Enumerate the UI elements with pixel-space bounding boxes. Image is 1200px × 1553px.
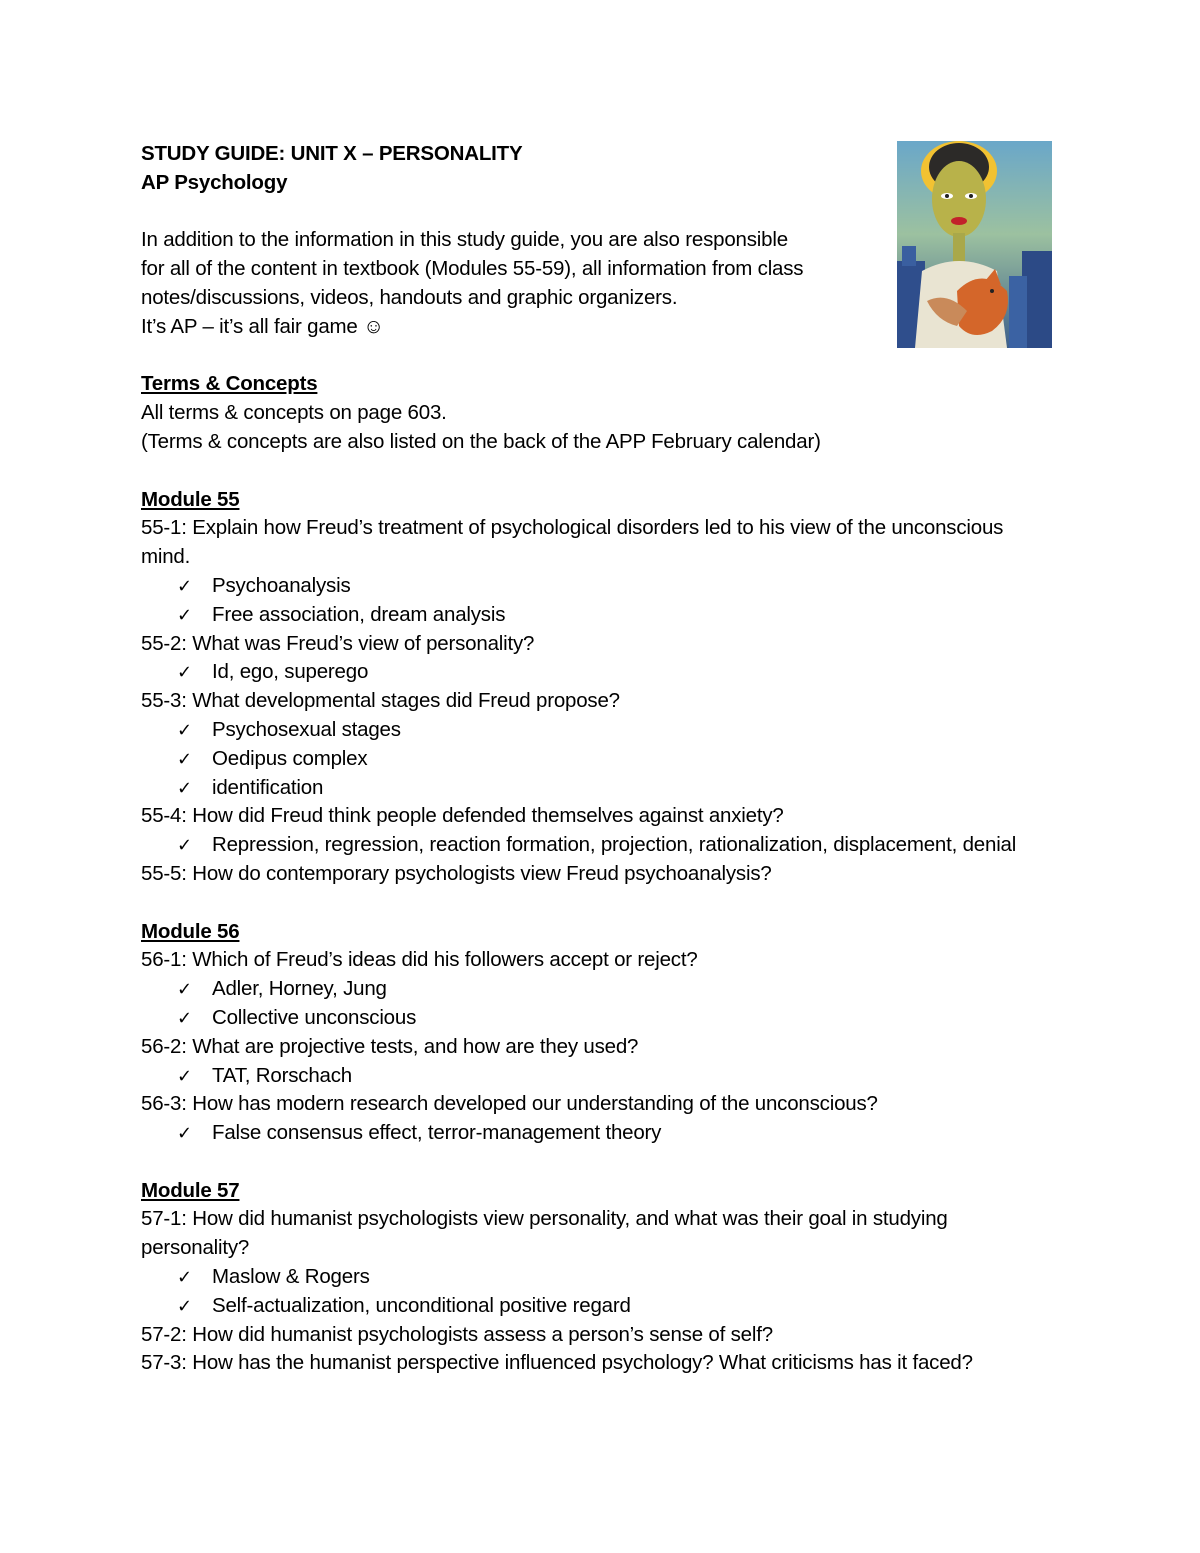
list-item: ✓ Collective unconscious xyxy=(141,1004,1041,1033)
question-55-3: 55-3: What developmental stages did Freud propose? xyxy=(141,689,620,713)
study-guide-document xyxy=(141,140,1041,1378)
module-56-heading: Module 56 xyxy=(141,919,240,943)
list-item: ✓ TAT, Rorschach xyxy=(141,1062,1041,1091)
list-item: ✓ Psychosexual stages xyxy=(141,716,1041,745)
check-icon: ✓ xyxy=(177,1065,192,1086)
list-item: ✓ Repression, regression, reaction formation, projection, rationalization, displacement, denial xyxy=(141,831,1077,860)
terms-line: (Terms & concepts are also listed on the back of the APP February calendar) xyxy=(141,429,821,453)
question-55-1: 55-1: Explain how Freud’s treatment of psychological disorders led to his view of the unconscious mind. xyxy=(141,516,1004,569)
check-icon: ✓ xyxy=(177,719,192,740)
list-item: ✓ Free association, dream analysis xyxy=(141,601,1041,630)
list-item: ✓ identification xyxy=(141,774,1041,803)
check-icon: ✓ xyxy=(177,1123,192,1144)
check-icon: ✓ xyxy=(177,1007,192,1028)
document-title: STUDY GUIDE: UNIT X – PERSONALITY xyxy=(141,142,523,165)
check-icon: ✓ xyxy=(177,835,192,856)
question-55-4: 55-4: How did Freud think people defended themselves against anxiety? xyxy=(141,804,784,828)
list-item: ✓ Maslow & Rogers xyxy=(141,1263,1041,1292)
list-item: ✓ Oedipus complex xyxy=(141,745,1041,774)
list-item: ✓ False consensus effect, terror-management theory xyxy=(141,1119,1041,1148)
list-item: ✓ Self-actualization, unconditional positive regard xyxy=(141,1292,1041,1321)
check-icon: ✓ xyxy=(177,1267,192,1288)
question-55-2: 55-2: What was Freud’s view of personality? xyxy=(141,631,535,655)
question-56-2: 56-2: What are projective tests, and how are they used? xyxy=(141,1034,639,1058)
intro-line: for all of the content in textbook (Modules 55-59), all information from class xyxy=(141,257,804,281)
question-55-5: 55-5: How do contemporary psychologists view Freud psychoanalysis? xyxy=(141,861,772,885)
check-icon: ✓ xyxy=(177,604,192,625)
intro-line: notes/discussions, videos, handouts and graphic organizers. xyxy=(141,285,678,309)
list-item: ✓ Adler, Horney, Jung xyxy=(141,975,1041,1004)
list-item: ✓ Id, ego, superego xyxy=(141,658,1041,687)
question-56-1: 56-1: Which of Freud’s ideas did his followers accept or reject? xyxy=(141,948,698,972)
intro-line: It’s AP – it’s all fair game ☺ xyxy=(141,314,384,338)
course-name: AP Psychology xyxy=(141,170,288,194)
terms-line: All terms & concepts on page 603. xyxy=(141,401,447,425)
module-57-heading: Module 57 xyxy=(141,1178,240,1202)
intro-line: In addition to the information in this study guide, you are also responsible xyxy=(141,228,788,252)
check-icon: ✓ xyxy=(177,777,192,798)
check-icon: ✓ xyxy=(177,1295,192,1316)
module-55-heading: Module 55 xyxy=(141,487,240,511)
intro-paragraph xyxy=(141,226,881,341)
question-57-1: 57-1: How did humanist psychologists view personality, and what was their goal in studying personality? xyxy=(141,1207,948,1260)
question-57-3: 57-3: How has the humanist perspective influenced psychology? What criticisms has it faced? xyxy=(141,1351,973,1375)
terms-heading: Terms & Concepts xyxy=(141,372,318,396)
check-icon: ✓ xyxy=(177,748,192,769)
check-icon: ✓ xyxy=(177,979,192,1000)
check-icon: ✓ xyxy=(177,662,192,683)
question-57-2: 57-2: How did humanist psychologists assess a person’s sense of self? xyxy=(141,1322,773,1346)
list-item: ✓ Psychoanalysis xyxy=(141,572,1041,601)
question-56-3: 56-3: How has modern research developed our understanding of the unconscious? xyxy=(141,1092,878,1116)
check-icon: ✓ xyxy=(177,575,192,596)
